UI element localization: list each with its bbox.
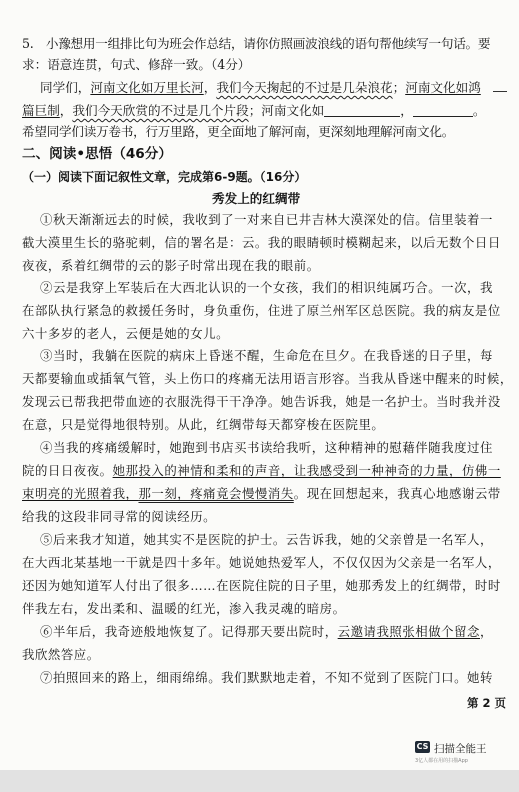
p5-line2: 在大西北某基地一干就是四十多年。她说她热爱军人，不仅仅因为父亲是一名军人， [22,555,501,570]
margin-mark [493,91,507,92]
scanner-app-name: 扫描全能王 [434,743,487,755]
p2-line2: 在部队执行紧急的救援任务时，身负重伤，住进了原兰州军区总医院。我的病友是位 [22,303,501,318]
p4-underlined-sentence: 束明亮的光照着我， [22,486,139,501]
question-5-prompt-line2: 求：语意连贯，句式、修辞一致。（4分） [22,57,251,72]
q5-text: ， [203,80,217,95]
p4-text: 院的日日夜夜。 [22,463,113,478]
q5-body-line3: 希望同学们读万卷书，行万里路，更全面地了解河南，更深刻地理解河南文化。 [22,124,455,139]
scanner-logo-icon: CS [416,742,429,751]
q5-body-line2 [22,104,485,118]
p4-line1: ④当我的疼痛缓解时，她跑到书店买书读给我听，这种精神的慰藉伴随我度过住 [40,440,493,455]
section-heading: 二、阅读•思悟（46分） [22,146,172,162]
p2-line3: 六十多岁的老人，云便是她的女儿。 [22,326,230,341]
question-5-prompt-line1: 5. 小豫想用一组排比句为班会作总结，请你仿照画波浪线的语句帮他续写一句话。要 [22,36,491,51]
p7-line1: ⑦拍照回来的路上，细雨绵绵。我们默默地走着，不知不觉到了医院门口。她转 [40,670,493,685]
p4-text: 。现在回想起来，我真心地感谢云带 [293,486,501,501]
p3-line2: 天都要输血或插氧气管，头上伤口的疼痛无法用语言形容。当我从昏迷中醒来的时候， [22,371,513,386]
p3-line1: ③当时，我躺在医院的病床上昏迷不醒，生命危在旦夕。在我昏迷的日子里，每 [40,348,493,363]
q5-text: ；河南文化如 [248,103,325,118]
p2-line1: ②云是我穿上军装后在大西北认识的一个女孩，我们的相识纯属巧合。一次，我 [40,280,493,295]
p5-line1: ⑤后来我才知道，她其实不是医院的护士。云告诉我，她的父亲曾是一名军人， [40,532,493,547]
q5-wavy-phrase: 我们今天掬起的不过是几朵浪花 [216,80,393,95]
scanner-watermark [415,738,511,764]
p4-line3 [22,488,501,500]
q5-body-line1 [40,82,481,95]
q5-text: 。 [472,103,486,118]
p5-line4: 伴我左右，发出柔和、温暖的红光，渗入我灵魂的暗房。 [22,601,346,616]
p4-double-underlined-phrase: 那一刻，疼痛竟会慢慢消失 [138,486,294,501]
q5-underlined-phrase: 河南文化如万里长河 [90,80,204,95]
q5-underlined-phrase: 篇巨制 [22,103,60,118]
q5-text: ， [59,103,73,118]
q5-text: 同学们， [40,80,91,95]
p4-line4: 给我的这段非同寻常的阅读经历。 [22,509,217,524]
p3-line3: 发现云已帮我把带血迹的衣服洗得干干净净。她告诉我，她是一名护士。当时我并没 [22,394,501,409]
p6-line2: 我欣然答应。 [22,647,100,662]
p1-line2: 截大漠里生长的骆驼刺，信的署名是：云。我的眼睛顿时模糊起来，以后无数个日日 [22,235,501,250]
p1-line3: 夜夜，系着红绸带的云的影子时常出现在我的眼前。 [22,258,320,273]
scanner-app-tagline: 3亿人都在用的扫描App [415,758,468,764]
q5-text: ， [400,103,413,118]
subsection-heading: （一）阅读下面记叙性文章，完成第6-9题。（16分） [22,170,307,184]
p6-text: ⑥半年后，我奇迹般地恢复了。记得那天要出院时， [40,624,338,639]
answer-blank-2[interactable] [413,104,473,117]
p4-line2 [22,465,501,477]
q5-wavy-phrase: 我们今天欣赏的不过是几个片段 [72,103,249,118]
q5-text: ； [392,80,406,95]
p6-underlined-phrase: 云邀请我照张相做个留念 [337,624,480,639]
p3-line4: 在意，只是觉得地很特别。从此，红绸带每天都穿梭在医院里。 [22,417,385,432]
p5-line3: 还因为她知道军人付出了很多……在医院住院的日子里，她那秀发上的红绸带，时时 [22,578,501,593]
p6-line1 [40,626,493,638]
p6-text: ， [480,624,493,639]
q5-underlined-phrase: 河南文化如鸿 [405,80,481,95]
p1-line1: ①秋天渐渐远去的时候，我收到了一对来自已井吉林大漠深处的信。信里装着一 [40,212,493,227]
article-title: 秀发上的红绸带 [212,191,301,206]
answer-blank-1[interactable] [324,104,400,117]
page-number: 第 2 页 [467,696,507,710]
p4-underlined-sentence: 她那投入的神情和柔和的声音，让我感受到一种神奇的力量，仿佛一 [112,463,501,478]
